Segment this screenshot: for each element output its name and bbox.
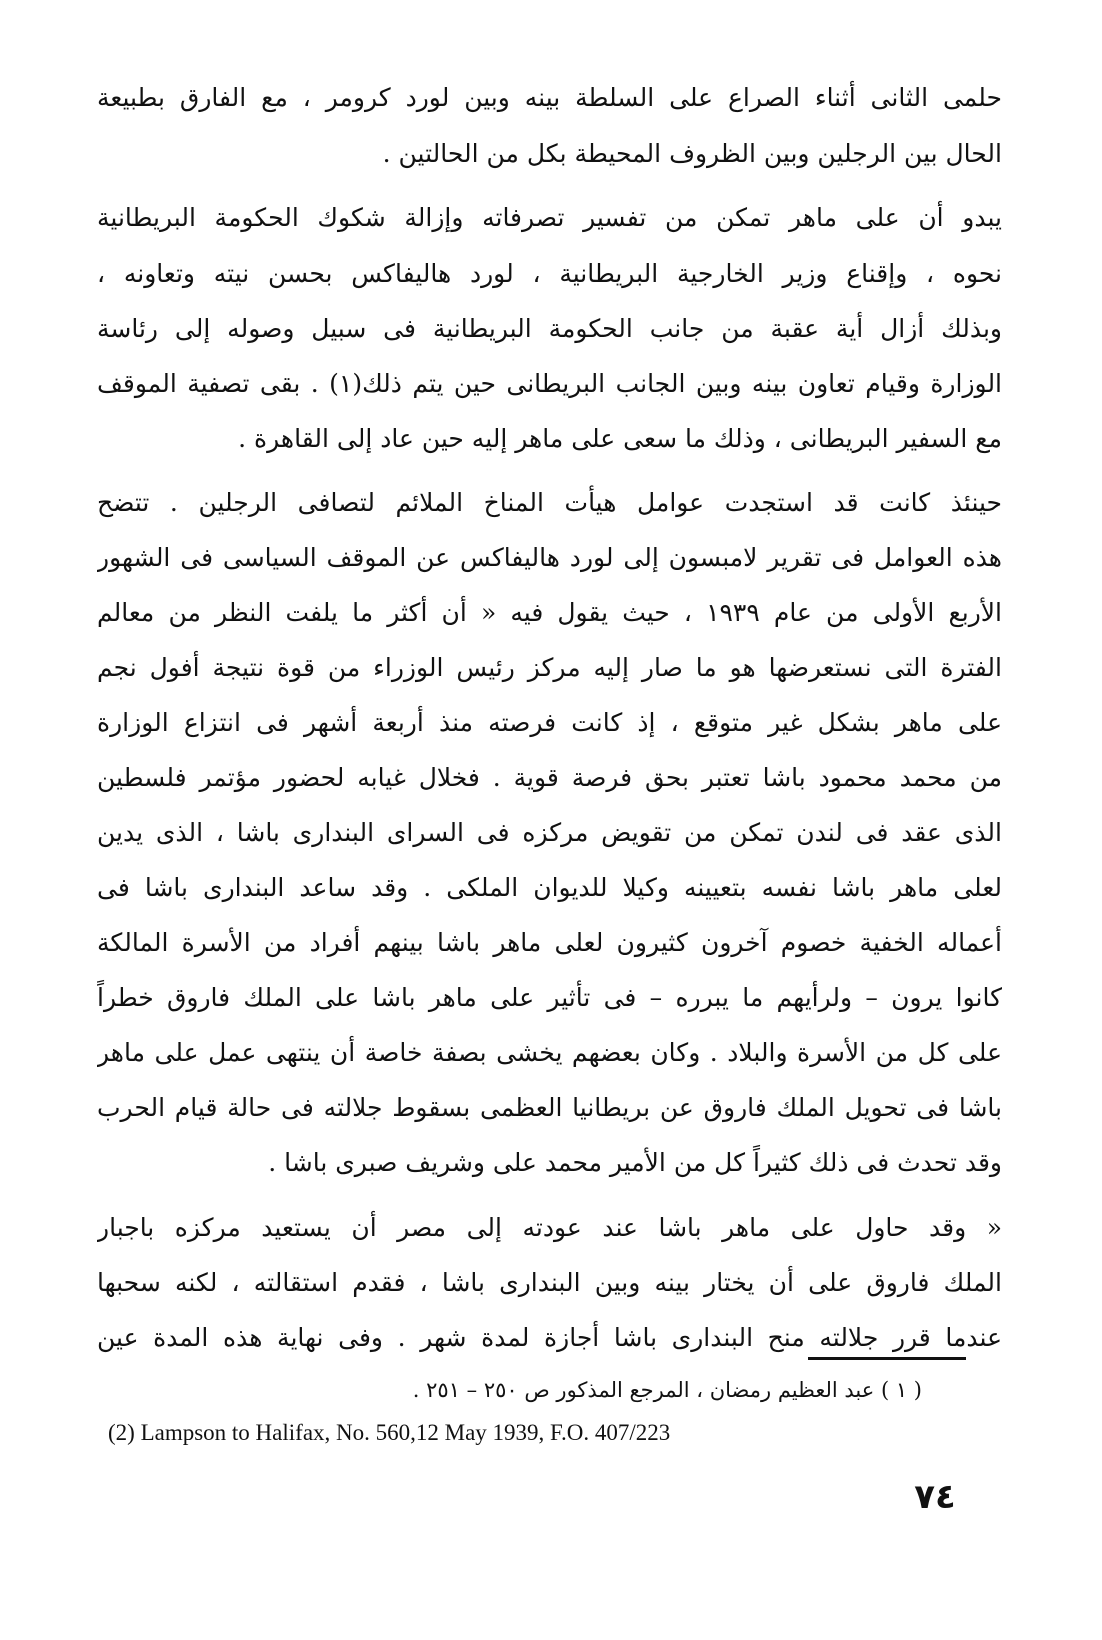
paragraph-1-line-2: الحال بين الرجلين وبين الظروف المحيطة بكل من الحالتين . xyxy=(382,139,1002,168)
paragraph-3-line-9: أعماله الخفية خصوم آخرون كثيرون لعلى ماهر باشا بينهم أفراد من الأسرة المالكة xyxy=(97,928,1002,957)
paragraph-3-line-3: الأربع الأولى من عام ١٩٣٩ ، حيث يقول فيه « أن أكثر ما يلفت النظر من معالم xyxy=(97,598,1002,627)
paragraph-2-line-4: الوزارة وقيام تعاون بينه وبين الجانب البريطانى حين يتم ذلك(١) . بقى تصفية الموقف xyxy=(97,369,1002,398)
paragraph-3-line-6: من محمد محمود باشا تعتبر بحق فرصة قوية . فخلال غيابه لحضور مؤتمر فلسطين xyxy=(97,763,1002,792)
paragraph-2-line-5: مع السفير البريطانى ، وذلك ما سعى على ماهر إليه حين عاد إلى القاهرة . xyxy=(238,424,1002,453)
paragraph-3-line-12: باشا فى تحويل الملك فاروق عن بريطانيا العظمى بسقوط جلالته فى حالة قيام الحرب xyxy=(97,1093,1002,1122)
paragraph-1-line-1: حلمى الثانى أثناء الصراع على السلطة بينه وبين لورد كرومر ، مع الفارق بطبيعة xyxy=(97,83,1002,112)
paragraph-3-line-2: هذه العوامل فى تقرير لامبسون إلى لورد هاليفاكس عن الموقف السياسى فى الشهور xyxy=(97,543,1002,572)
paragraph-4-line-1: « وقد حاول على ماهر باشا عند عودته إلى مصر أن يستعيد مركزه باجبار xyxy=(97,1213,1002,1242)
paragraph-4-line-2: الملك فاروق على أن يختار بينه وبين البندارى باشا ، فقدم استقالته ، لكنه سحبها xyxy=(97,1268,1002,1297)
paragraph-3-line-8: لعلى ماهر باشا نفسه بتعيينه وكيلا للديوان الملكى . وقد ساعد البندارى باشا فى xyxy=(97,873,1002,902)
paragraph-3-line-1: حينئذ كانت قد استجدت عوامل هيأت المناخ الملائم لتصافى الرجلين . تتضح xyxy=(97,488,1002,517)
paragraph-4-line-3: عندما قرر جلالته منح البندارى باشا أجازة لمدة شهر . وفى نهاية هذه المدة عين xyxy=(97,1323,1002,1352)
footnote-1: ( ١ ) عبد العظيم رمضان ، المرجع المذكور ص ٢٥٠ – ٢٥١ . xyxy=(412,1378,922,1402)
paragraph-3-line-7: الذى عقد فى لندن تمكن من تقويض مركزه فى السراى البندارى باشا ، الذى يدين xyxy=(97,818,1002,847)
paragraph-2-line-3: وبذلك أزال أية عقبة من جانب الحكومة البريطانية فى سبيل وصوله إلى رئاسة xyxy=(97,314,1002,343)
paragraph-3-line-10: كانوا يرون – ولرأيهم ما يبرره – فى تأثير على ماهر باشا على الملك فاروق خطراً xyxy=(97,983,1002,1012)
page-number: ٧٤ xyxy=(914,1477,956,1517)
paragraph-2-line-1: يبدو أن على ماهر تمكن من تفسير تصرفاته وإزالة شكوك الحكومة البريطانية xyxy=(97,203,1002,232)
footnote-2: (2) Lampson to Halifax, No. 560,12 May 1939, F.O. 407/223 xyxy=(108,1420,671,1445)
paragraph-3-line-4: الفترة التى نستعرضها هو ما صار إليه مركز رئيس الوزراء من قوة نتيجة أفول نجم xyxy=(97,653,1002,682)
paragraph-3-line-13: وقد تحدث فى ذلك كثيراً كل من الأمير محمد على وشريف صبرى باشا . xyxy=(268,1148,1002,1177)
paragraph-3-line-5: على ماهر بشكل غير متوقع ، إذ كانت فرصته منذ أربعة أشهر فى انتزاع الوزارة xyxy=(97,708,1002,737)
paragraph-3-line-11: على كل من الأسرة والبلاد . وكان بعضهم يخشى بصفة خاصة أن ينتهى عمل على ماهر xyxy=(97,1038,1002,1067)
paragraph-2-line-2: نحوه ، وإقناع وزير الخارجية البريطانية ، لورد هاليفاكس بحسن نيته وتعاونه ، xyxy=(97,259,1002,288)
footnote-divider xyxy=(808,1357,966,1360)
